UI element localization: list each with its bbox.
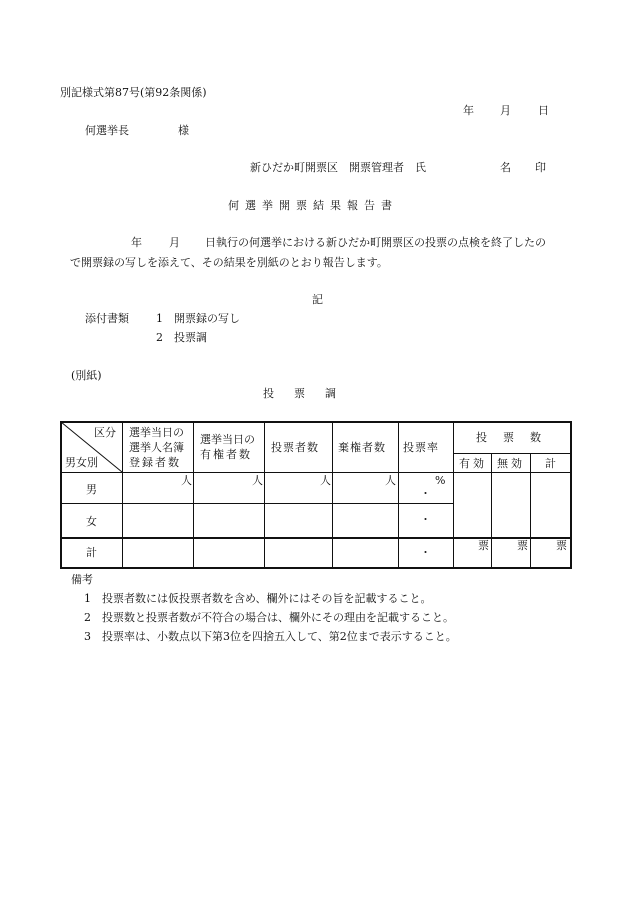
unit-person: 人 [385,474,396,487]
sender-line: 新ひだか町開票区 開票管理者 氏 [250,161,426,174]
attachment-num: 2 [156,331,163,344]
header-total: 計 [545,457,556,470]
form-number: 別記様式第87号(第92条関係) [60,86,207,99]
attachment-item: 開票録の写し [174,312,240,325]
attachments-label: 添付書類 [85,312,129,325]
unit-ballot: 票 [517,539,528,552]
unit-ballot: 票 [556,539,567,552]
header-eligible-1: 選挙当日の [200,433,255,446]
row-label-male: 男 [86,483,97,496]
decimal-point: ・ [420,513,431,526]
header-registered-3: 登録者数 [129,456,181,469]
corner-top-label: 区分 [94,426,116,439]
header-votes: 投票数 [476,431,557,444]
row-label-female: 女 [86,515,97,528]
seal-mark: 印 [535,161,546,174]
header-voters: 投票者数 [271,441,319,454]
addressee: 何選挙長 [85,124,129,137]
body-line1: 日執行の何選挙における新ひだか町開票区の投票の点検を終了したの [205,236,546,249]
ki-label: 記 [312,293,323,306]
note-text: 投票者数には仮投票者数を含め、欄外にはその旨を記載すること。 [102,592,432,605]
unit-percent: % [435,474,446,487]
unit-person: 人 [181,474,192,487]
unit-person: 人 [252,474,263,487]
notes-label: 備考 [71,573,93,586]
addressee-suffix: 様 [178,124,189,137]
unit-person: 人 [320,474,331,487]
annex-label: (別紙) [71,369,102,382]
sender-name-label: 名 [500,161,511,174]
unit-ballot: 票 [478,539,489,552]
body-year: 年 [131,236,142,249]
vote-table [60,421,572,569]
header-invalid: 無効 [497,457,525,470]
note-num: 3 [84,630,91,643]
decimal-point: ・ [420,546,431,559]
date-year: 年 [463,104,474,117]
attachment-item: 投票調 [174,331,207,344]
body-line2: で開票録の写しを添えて、その結果を別紙のとおり報告します。 [70,256,388,269]
header-eligible-2: 有権者数 [200,448,252,461]
header-abstained: 棄権者数 [338,441,386,454]
body-month: 月 [169,236,180,249]
header-turnout: 投票率 [403,441,439,454]
header-registered-1: 選挙当日の [129,426,184,439]
header-registered-2: 選挙人名簿 [129,441,184,454]
attachment-num: 1 [156,312,163,325]
header-valid: 有効 [459,457,487,470]
annex-title: 投票調 [263,387,356,400]
note-text: 投票率は、小数点以下第3位を四捨五入して、第2位まで表示すること。 [102,630,457,643]
row-label-total: 計 [86,546,97,559]
corner-bottom-label: 男女別 [65,456,98,469]
date-day: 日 [538,104,549,117]
note-text: 投票数と投票者数が不符合の場合は、欄外にその理由を記載すること。 [102,611,454,624]
document-title: 何選挙開票結果報告書 [228,199,398,212]
decimal-point: ・ [420,487,431,500]
note-num: 1 [84,592,91,605]
date-month: 月 [500,104,511,117]
note-num: 2 [84,611,91,624]
